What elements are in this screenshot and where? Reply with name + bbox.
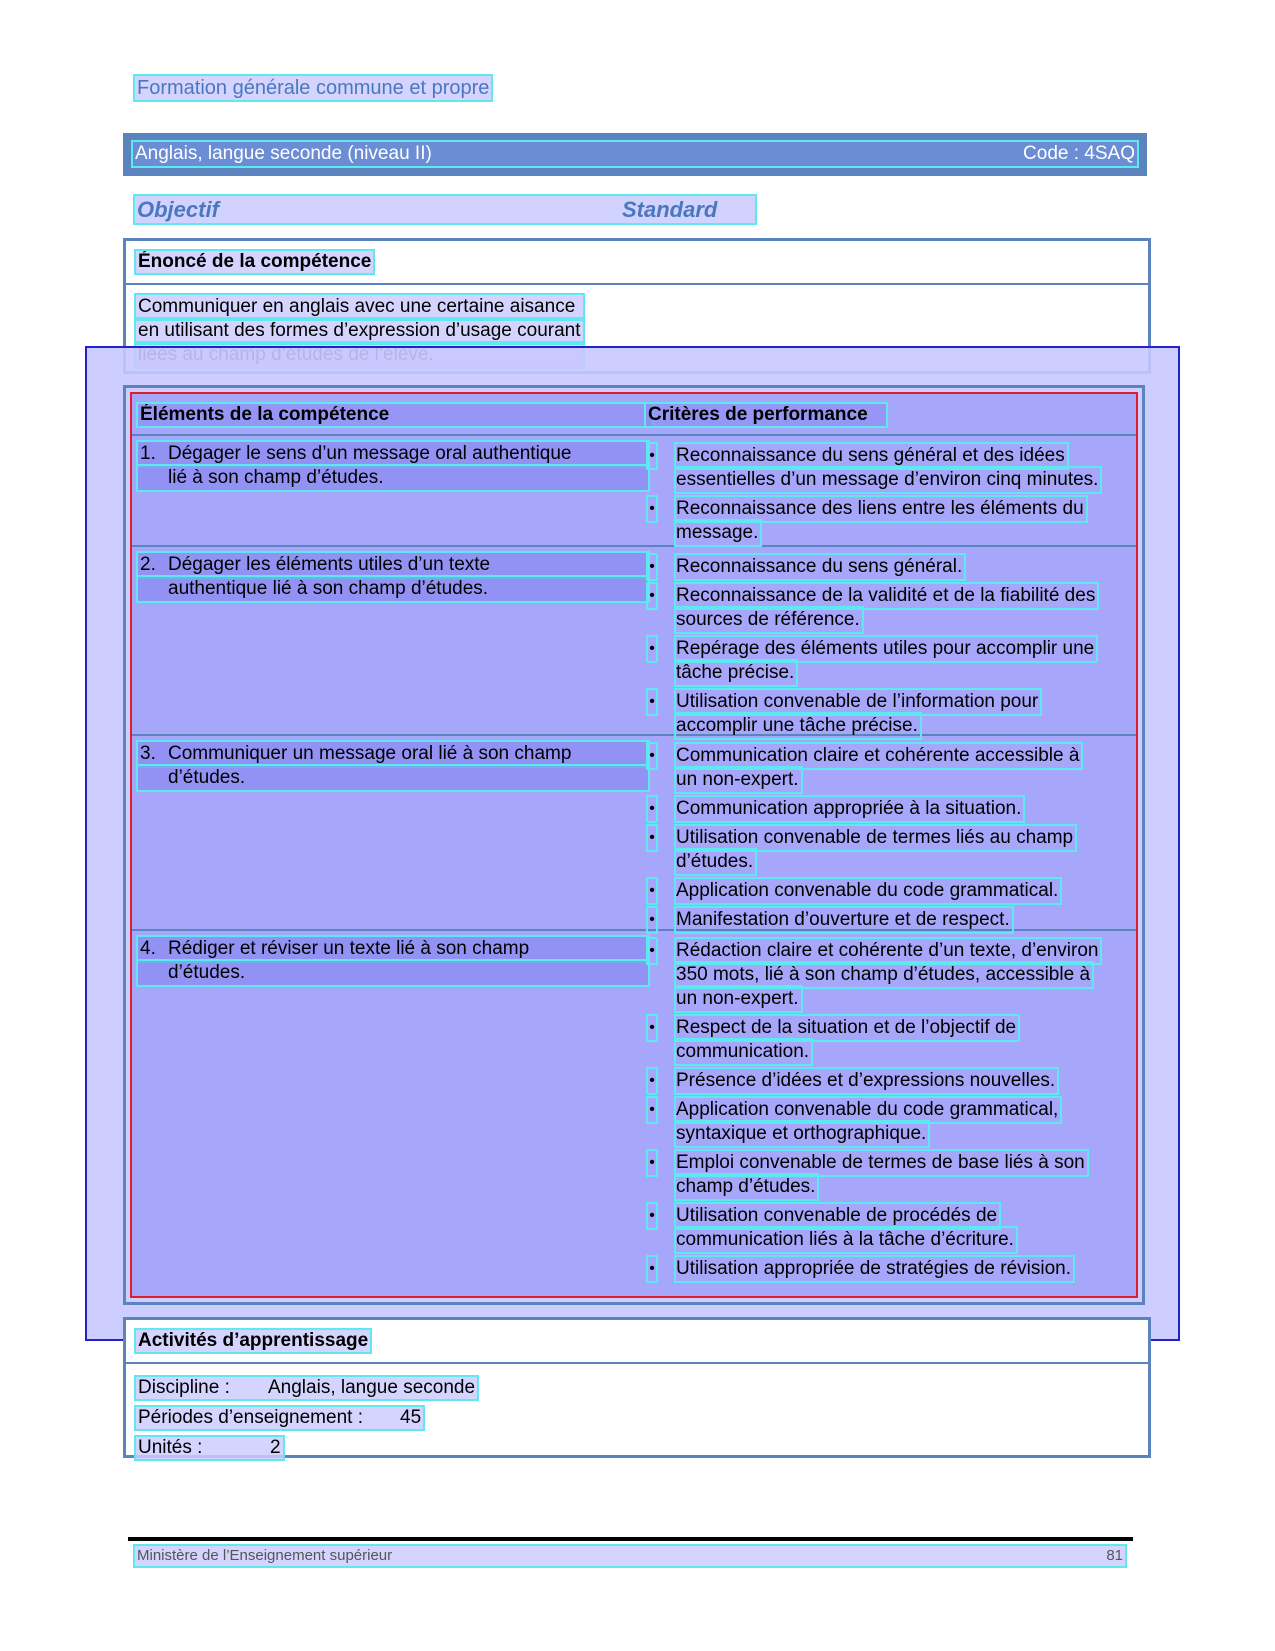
criterion-line: Emploi convenable de termes de base liés à son <box>676 1152 1085 1173</box>
element-line <box>138 742 648 766</box>
criterion-text <box>676 1069 1132 1093</box>
criterion-item <box>646 939 1132 1011</box>
criterion-line: Présence d’idées et d’expressions nouvelles. <box>676 1070 1056 1091</box>
units-value: 2 <box>270 1437 281 1458</box>
criterion-item <box>646 1257 1132 1281</box>
elements-table <box>130 392 1138 1298</box>
criterion-text <box>676 1016 1132 1064</box>
element-text: Communiquer un message oral lié à son champ <box>168 743 572 764</box>
bullet-icon: • <box>648 826 656 850</box>
course-header-inner <box>133 142 1137 166</box>
bullet-icon: • <box>648 879 656 903</box>
criteria-list <box>646 939 1132 1286</box>
footer-rule <box>128 1537 1133 1541</box>
criterion-line: Reconnaissance de la validité et de la fiabilité des <box>676 585 1096 606</box>
criterion-line: d’études. <box>676 851 754 872</box>
criterion-text <box>676 1151 1132 1199</box>
criterion-text <box>676 1204 1132 1252</box>
bullet-icon: • <box>648 584 656 608</box>
criterion-line: champ d’études. <box>676 1176 816 1197</box>
table-row <box>132 736 1136 931</box>
units-label: Unités : <box>138 1437 203 1458</box>
section-title: Formation générale commune et propre <box>137 77 490 99</box>
elements-header <box>132 394 1136 436</box>
bullet-icon: • <box>648 939 656 963</box>
periods-line <box>136 1407 423 1429</box>
criterion-item <box>646 690 1132 738</box>
activities-title: Activités d’apprentissage <box>138 1330 369 1351</box>
criterion-item <box>646 797 1132 821</box>
criterion-line: 350 mots, lié à son champ d’études, accessible à <box>676 964 1091 985</box>
bullet-icon: • <box>648 1016 656 1040</box>
bullet-icon: • <box>648 1069 656 1093</box>
criterion-text <box>676 1257 1132 1281</box>
periods-label: Périodes d’enseignement : <box>138 1407 363 1428</box>
page-footer <box>135 1546 1125 1566</box>
table-row <box>132 547 1136 736</box>
footer-ministry: Ministère de l’Enseignement supérieur <box>137 1547 393 1564</box>
criterion-text <box>676 879 1132 903</box>
discipline-line <box>136 1377 477 1399</box>
bullet-icon: • <box>648 444 656 468</box>
competence-element <box>138 742 638 790</box>
criterion-line: Repérage des éléments utiles pour accomplir une <box>676 638 1095 659</box>
criterion-item <box>646 555 1132 579</box>
criterion-line: Utilisation convenable de procédés de <box>676 1205 998 1226</box>
criterion-text <box>676 744 1132 792</box>
criterion-line: Utilisation convenable de l’information pour <box>676 691 1039 712</box>
bullet-icon: • <box>648 690 656 714</box>
course-header-bar <box>123 133 1147 176</box>
criteria-list <box>646 744 1132 937</box>
criterion-line: Reconnaissance du sens général. <box>676 556 963 577</box>
element-number: 2. <box>140 554 156 575</box>
criterion-item <box>646 1151 1132 1199</box>
bullet-icon: • <box>648 797 656 821</box>
criterion-text <box>676 637 1132 685</box>
criterion-line: accomplir une tâche précise. <box>676 715 918 736</box>
criterion-line: Communication appropriée à la situation. <box>676 798 1022 819</box>
table-row <box>132 931 1136 1279</box>
element-text: d’études. <box>168 767 246 788</box>
criterion-line: sources de référence. <box>676 609 860 630</box>
element-number: 4. <box>140 938 156 959</box>
criterion-text <box>676 690 1132 738</box>
criterion-item <box>646 497 1132 545</box>
element-line <box>138 577 648 601</box>
units-line <box>136 1437 283 1459</box>
bullet-icon: • <box>648 744 656 768</box>
element-line <box>138 937 648 961</box>
criterion-line: Utilisation appropriée de stratégies de révision. <box>676 1258 1071 1279</box>
criterion-item <box>646 584 1132 632</box>
criteria-list <box>646 444 1132 550</box>
criterion-line: Manifestation d’ouverture et de respect. <box>676 909 1010 930</box>
criterion-line: communication. <box>676 1041 810 1062</box>
criterion-item <box>646 744 1132 792</box>
bullet-icon: • <box>648 555 656 579</box>
criterion-text <box>676 444 1132 492</box>
criterion-line: Rédaction claire et cohérente d’un texte, d’environ <box>676 940 1099 961</box>
element-text: d’études. <box>168 962 246 983</box>
bullet-icon: • <box>648 497 656 521</box>
element-number: 1. <box>140 443 156 464</box>
enonce-line: Communiquer en anglais avec une certaine aisance <box>136 295 583 319</box>
enonce-line: en utilisant des formes d’expression d’usage courant <box>138 320 581 341</box>
activities-box <box>123 1317 1151 1458</box>
criterion-line: Application convenable du code grammatical. <box>676 880 1059 901</box>
element-line <box>138 553 648 577</box>
criterion-text <box>676 826 1132 874</box>
competence-element <box>138 442 638 490</box>
bullet-icon: • <box>648 1151 656 1175</box>
criteria-col-title: Critères de performance <box>646 404 886 426</box>
criterion-line: Reconnaissance des liens entre les éléments du <box>676 498 1084 519</box>
criterion-line: tâche précise. <box>676 662 795 683</box>
criterion-item <box>646 1098 1132 1146</box>
criterion-text <box>676 497 1132 545</box>
criterion-line: Reconnaissance du sens général et des idées <box>676 445 1065 466</box>
criterion-line: essentielles d’un message d’environ cinq minutes. <box>676 469 1099 490</box>
bullet-icon: • <box>648 908 656 932</box>
competence-element <box>138 553 638 601</box>
activities-header <box>126 1320 1148 1364</box>
criterion-item <box>646 1204 1132 1252</box>
element-text: Dégager les éléments utiles d’un texte <box>168 554 491 575</box>
element-line <box>138 466 648 490</box>
criterion-item <box>646 908 1132 932</box>
criterion-line: un non-expert. <box>676 988 799 1009</box>
element-text: Rédiger et réviser un texte lié à son champ <box>168 938 530 959</box>
page-number: 81 <box>1106 1547 1123 1564</box>
criterion-line: Communication claire et cohérente accessible à <box>676 745 1080 766</box>
bullet-icon: • <box>648 1204 656 1228</box>
discipline-label: Discipline : <box>138 1377 230 1398</box>
elements-col-title: Éléments de la compétence <box>138 404 652 426</box>
element-number: 3. <box>140 743 156 764</box>
activities-details <box>136 1374 477 1464</box>
criterion-text <box>676 584 1132 632</box>
objective-standard-row <box>135 196 755 223</box>
criterion-text <box>676 797 1132 821</box>
criterion-line: syntaxique et orthographique. <box>676 1123 927 1144</box>
table-row <box>132 436 1136 547</box>
element-text: authentique lié à son champ d’études. <box>168 578 489 599</box>
criterion-item <box>646 1069 1132 1093</box>
element-line <box>138 766 648 790</box>
criterion-line: message. <box>676 522 759 543</box>
enonce-header <box>126 241 1148 285</box>
objective-label: Objectif <box>137 197 219 222</box>
criterion-line: Respect de la situation et de l’objectif de <box>676 1017 1017 1038</box>
criterion-line: Utilisation convenable de termes liés au champ <box>676 827 1074 848</box>
course-code: Code : 4SAQ <box>1023 143 1135 164</box>
bullet-icon: • <box>648 637 656 661</box>
bullet-icon: • <box>648 1098 656 1122</box>
periods-value: 45 <box>400 1407 422 1428</box>
criterion-line: communication liés à la tâche d’écriture. <box>676 1229 1014 1250</box>
course-name: Anglais, langue seconde (niveau II) <box>135 143 432 164</box>
criterion-text <box>676 908 1132 932</box>
criteria-list <box>646 555 1132 743</box>
enonce-title: Énoncé de la compétence <box>138 251 372 272</box>
criterion-item <box>646 879 1132 903</box>
criterion-item <box>646 1016 1132 1064</box>
criterion-text <box>676 939 1132 1011</box>
competence-element <box>138 937 638 985</box>
element-text: lié à son champ d’études. <box>168 467 384 488</box>
criterion-item <box>646 637 1132 685</box>
criterion-item <box>646 444 1132 492</box>
bullet-icon: • <box>648 1257 656 1281</box>
criterion-line: Application convenable du code grammatical, <box>676 1099 1059 1120</box>
criterion-line: un non-expert. <box>676 769 799 790</box>
criterion-text <box>676 555 1132 579</box>
discipline-value: Anglais, langue seconde <box>268 1377 476 1398</box>
element-line <box>138 961 648 985</box>
standard-label: Standard <box>622 197 718 222</box>
elements-box <box>123 385 1145 1305</box>
element-text: Dégager le sens d’un message oral authentique <box>168 443 572 464</box>
criterion-item <box>646 826 1132 874</box>
criterion-text <box>676 1098 1132 1146</box>
element-line <box>138 442 648 466</box>
